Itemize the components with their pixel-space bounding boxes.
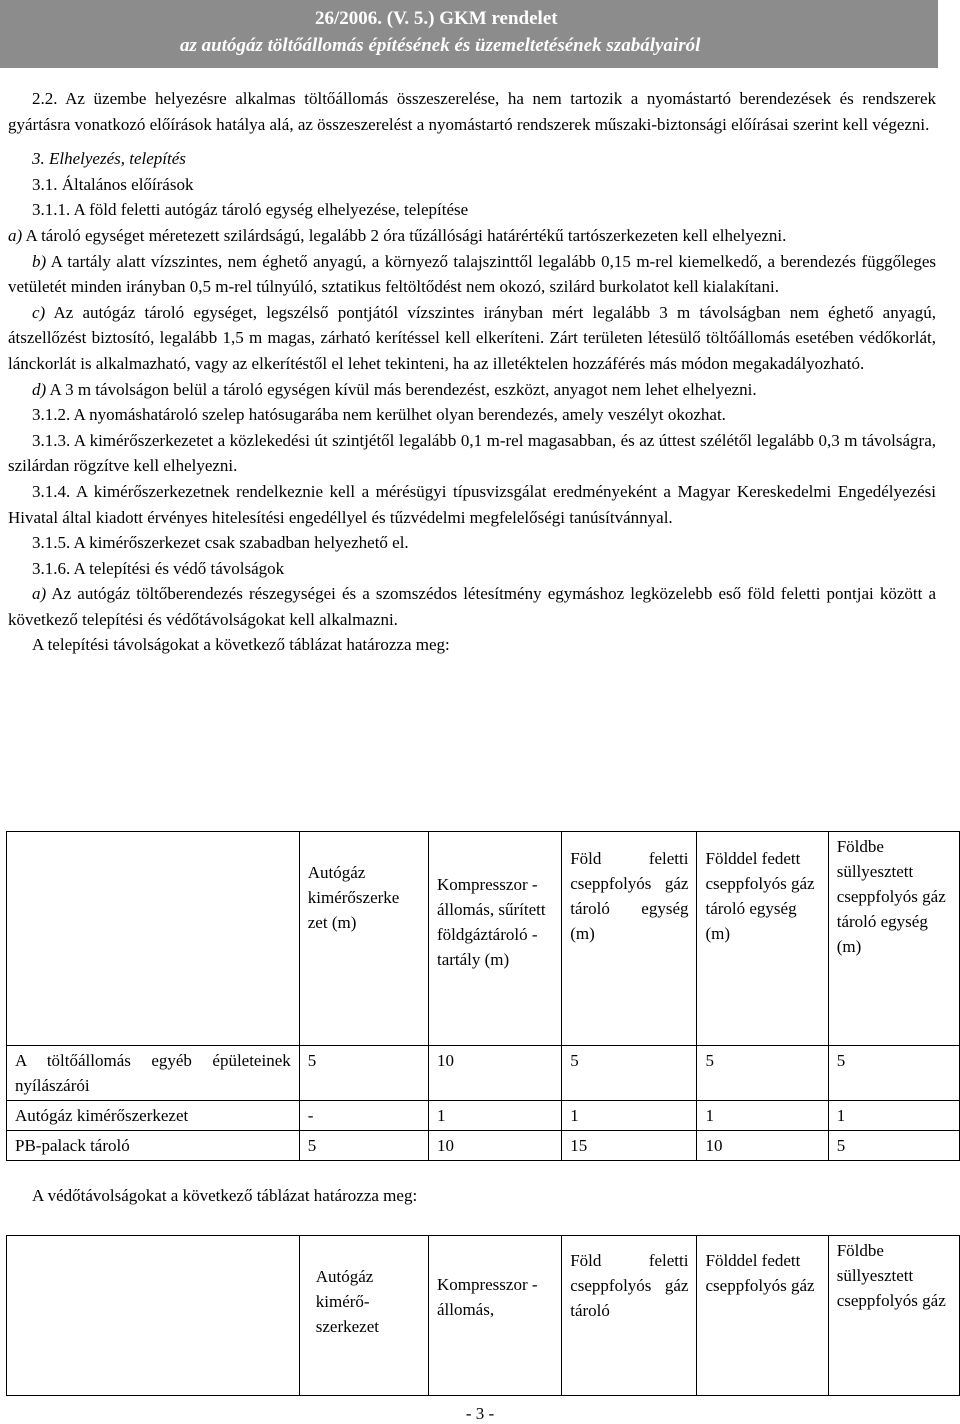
table-cell: PB-palack tároló bbox=[7, 1131, 300, 1161]
item-a-text: A tároló egységet méretezett szilárdságú, legalább 2 óra tűzállósági határértékű tartószerkezeten kell elhelyezni. bbox=[22, 225, 787, 245]
table-header-cell: Föld feletti cseppfolyós gáz tároló egység (m) bbox=[562, 832, 697, 1046]
table-row bbox=[7, 1046, 960, 1101]
item-b-text: A tartály alatt vízszintes, nem éghető anyagú, a környező talajszinttől legalább 0,15 m-rel kiemelkedő, a berendezés függőleges vetületét minden irányban 0,5 m-rel túlnyúló, sztatikus feltöltődést nem okozó, szilárd burkolatot kell kialakítani. bbox=[8, 251, 936, 297]
table-cell: 15 bbox=[562, 1131, 697, 1161]
table-header-cell: Autógáz kimérőszerke zet (m) bbox=[299, 832, 428, 1046]
header-subtitle: az autógáz töltőállomás építésének és üzemeltetésének szabályairól bbox=[180, 35, 701, 56]
table-cell: 10 bbox=[697, 1131, 828, 1161]
header-title: 26/2006. (V. 5.) GKM rendelet bbox=[315, 8, 558, 29]
item-d-text: A 3 m távolságon belül a tároló egységen kívül más berendezést, eszközt, anyagot nem lehet elhelyezni. bbox=[46, 379, 757, 399]
paragraph-3-1-3: 3.1.3. A kimérőszerkezetet a közlekedési út szintjétől legalább 0,1 m-rel magasabban, és az úttest szélétől legalább 0,3 m távolságra, szilárdan rögzítve kell elhelyezni. bbox=[8, 430, 936, 476]
paragraph-3-1-5: 3.1.5. A kimérőszerkezet csak szabadban helyezhető el. bbox=[32, 533, 409, 553]
paragraph-3-1-2: 3.1.2. A nyomáshatároló szelep hatósugarába nem kerülhet olyan berendezés, amely veszélyt okozhat. bbox=[32, 405, 726, 425]
table-header-cell bbox=[7, 832, 300, 1046]
item-b bbox=[8, 249, 936, 300]
item-a-label: a) bbox=[8, 225, 23, 245]
item-a2-text: Az autógáz töltőberendezés részegységei és a szomszédos létesítmény egymáshoz legközelebb eső föld feletti pontjai között a következő telepítési és védőtávolságokat kell alkalmazni. bbox=[8, 584, 936, 629]
paragraph-3-1-6: 3.1.6. A telepítési és védő távolságok bbox=[32, 558, 285, 578]
table-cell: 5 bbox=[828, 1131, 959, 1161]
table-header-row bbox=[7, 1236, 960, 1396]
table-cell: 1 bbox=[562, 1101, 697, 1131]
table-header-cell: Földbe süllyesztett cseppfolyós gáz bbox=[828, 1236, 959, 1396]
page-header bbox=[0, 0, 938, 68]
table-cell: 5 bbox=[562, 1046, 697, 1101]
table-cell: 5 bbox=[697, 1046, 828, 1101]
document-body bbox=[8, 86, 936, 658]
table-cell: 1 bbox=[697, 1101, 828, 1131]
table-cell: 10 bbox=[428, 1046, 561, 1101]
table2-intro: A védőtávolságokat a következő táblázat határozza meg: bbox=[32, 1186, 418, 1205]
table-cell: 5 bbox=[299, 1046, 428, 1101]
paragraph-3-1-1: 3.1.1. A föld feletti autógáz tároló egység elhelyezése, telepítése bbox=[32, 200, 469, 220]
table-cell: A töltőállomás egyéb épületeinek nyílászárói bbox=[7, 1046, 300, 1101]
item-b-label: b) bbox=[32, 251, 47, 271]
installation-distance-table bbox=[6, 831, 960, 1161]
section-heading-3: 3. Elhelyezés, telepítés bbox=[32, 149, 186, 169]
table-cell: - bbox=[299, 1101, 428, 1131]
item-d-label: d) bbox=[32, 379, 47, 399]
table-cell: 1 bbox=[828, 1101, 959, 1131]
table-header-cell: Földdel fedett cseppfolyós gáz tároló egység (m) bbox=[697, 832, 828, 1046]
item-c bbox=[8, 300, 936, 377]
table-header-cell: Autógáz kimérő- szerkezet bbox=[299, 1236, 428, 1396]
table-cell: 5 bbox=[828, 1046, 959, 1101]
table1-intro: A telepítési távolságokat a következő táblázat határozza meg: bbox=[32, 635, 450, 655]
table-header-cell bbox=[7, 1236, 300, 1396]
table-header-row bbox=[7, 832, 960, 1046]
subsection-heading-3-1: 3.1. Általános előírások bbox=[32, 174, 194, 194]
table-cell: 10 bbox=[428, 1131, 561, 1161]
table-header-cell: Földbe süllyesztett cseppfolyós gáz tároló egység (m) bbox=[828, 832, 959, 1046]
table-cell: 1 bbox=[428, 1101, 561, 1131]
paragraph-3-1-4: 3.1.4. A kimérőszerkezetnek rendelkeznie kell a mérésügyi típusvizsgálat eredményeként a Magyar Kereskedelmi Engedélyezési Hivatal által kiadott érvényes hitelesítési engedéllyel és tűzvédelmi megfelelőségi tanúsítvánnyal. bbox=[8, 481, 936, 527]
table-header-cell: Kompresszor - állomás, sűrített földgáztároló - tartály (m) bbox=[428, 832, 561, 1046]
item-c-label: c) bbox=[32, 302, 46, 322]
paragraph-2-2: 2.2. Az üzembe helyezésre alkalmas töltőállomás összeszerelése, ha nem tartozik a nyomástartó berendezések és rendszerek gyártásra vonatkozó előírások hatálya alá, az összeszerelést a nyomástartó rendszerek műszaki-biztonsági előírásai szerint kell végezni. bbox=[8, 89, 936, 134]
table-header-cell: Kompresszor - állomás, bbox=[428, 1236, 561, 1396]
protective-distance-table bbox=[6, 1235, 960, 1396]
table-cell: Autógáz kimérőszerkezet bbox=[7, 1101, 300, 1131]
item-c-text: Az autógáz tároló egységet, legszélső pontjától vízszintes irányban mért legalább 3 m távolságban nem éghető anyagú, átszellőzést biztosító, legalább 1,5 m magas, zárható kerítéssel kell elkeríteni. Zárt területen létesülő töltőállomás esetében védőkorlát, lánckorlát is alkalmazható, vagy az elkerítéstől el lehet tekinteni, ha az illetéktelen hozzáférés más módon megakadályozható. bbox=[8, 302, 936, 373]
table-cell: 5 bbox=[299, 1131, 428, 1161]
item-a2 bbox=[8, 581, 936, 632]
item-d bbox=[8, 377, 936, 403]
table-row bbox=[7, 1131, 960, 1161]
table-header-cell: Föld feletti cseppfolyós gáz tároló bbox=[562, 1236, 697, 1396]
page-number: - 3 - bbox=[465, 1404, 495, 1423]
item-a bbox=[8, 223, 936, 249]
item-a2-label: a) bbox=[32, 584, 47, 604]
table-header-cell: Földdel fedett cseppfolyós gáz bbox=[697, 1236, 828, 1396]
table-row bbox=[7, 1101, 960, 1131]
